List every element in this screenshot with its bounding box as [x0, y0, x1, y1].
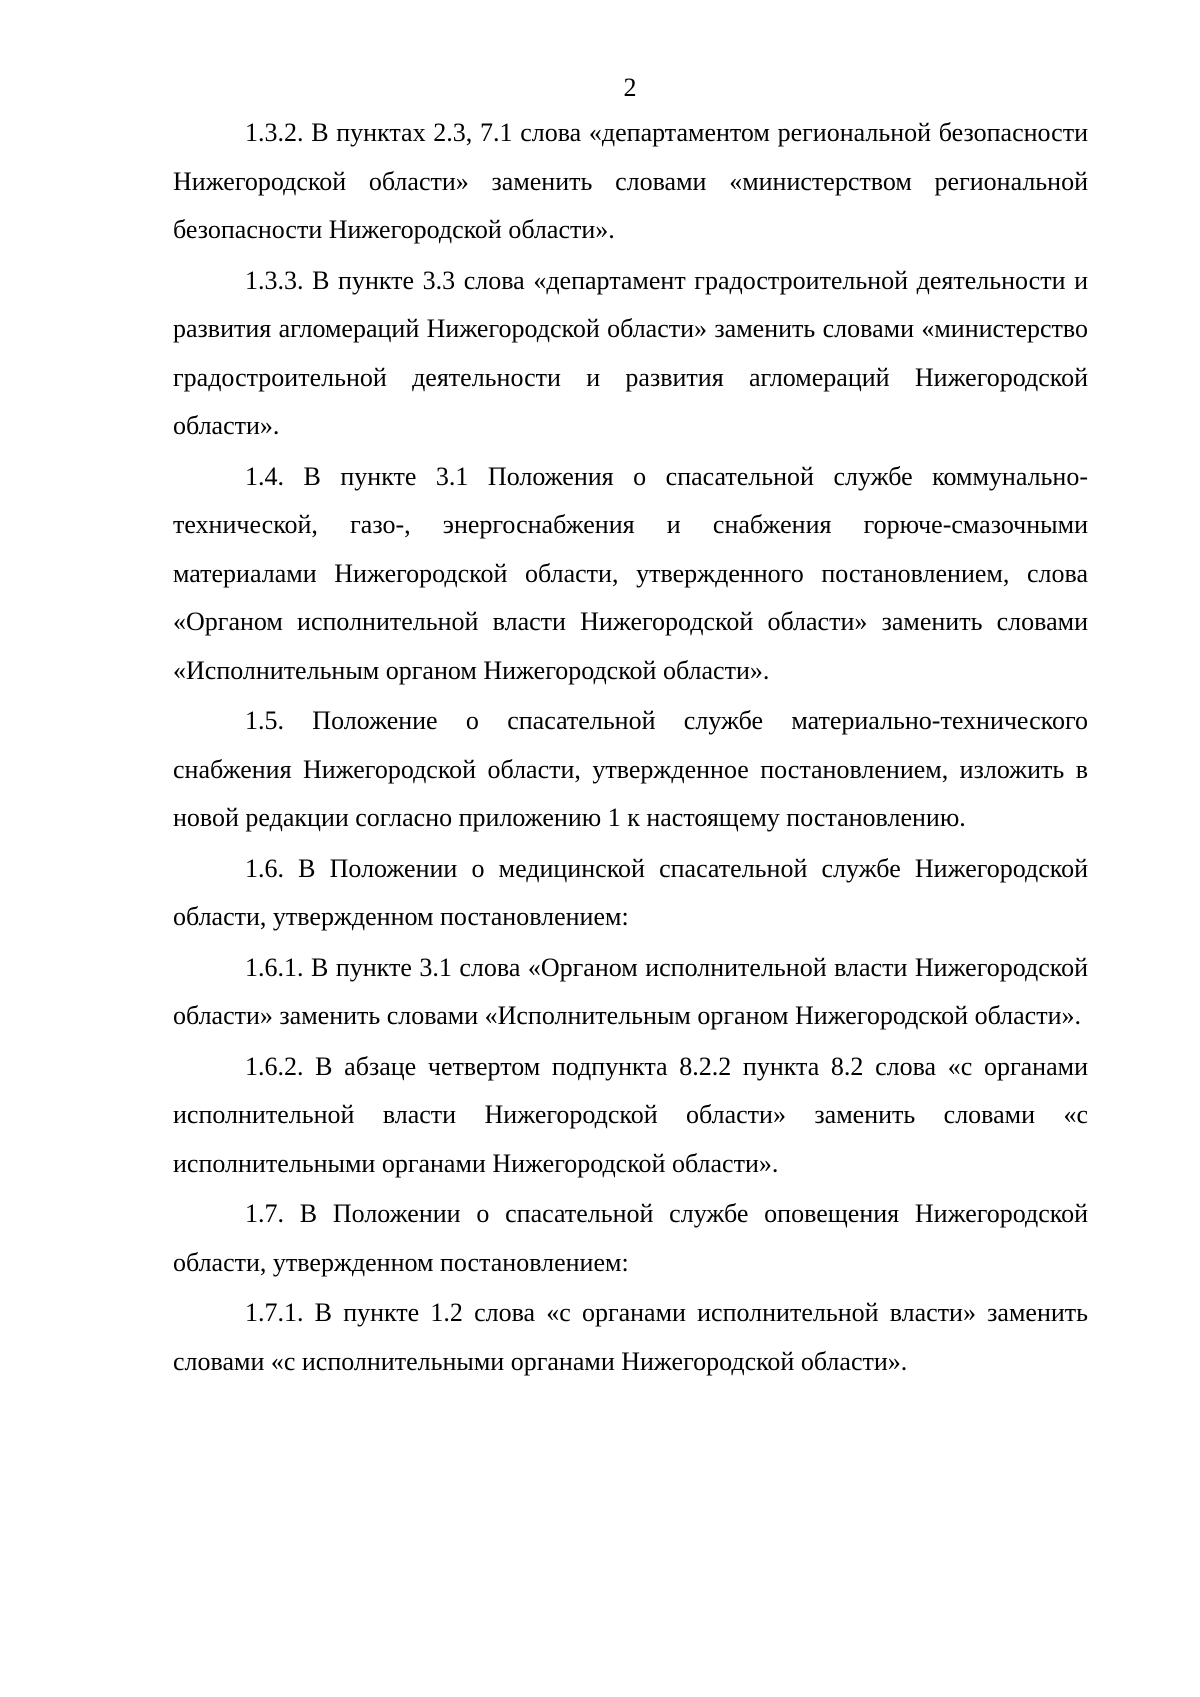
paragraph-1-6-2: 1.6.2. В абзаце четвертом подпункта 8.2.2 пункта 8.2 слова «с органами исполнительной власти Нижегородской области» заменить словами «с исполнительными органами Нижегородской области». [173, 1051, 1088, 1178]
document-body [173, 109, 1088, 1388]
paragraph-1-6: 1.6. В Положении о медицинской спасательной службе Нижегородской области, утвержденном постановлением: [173, 853, 1088, 931]
paragraph-1-4: 1.4. В пункте 3.1 Положения о спасательной службе коммунально-технической, газо-, энергоснабжения и снабжения горюче-смазочными материалами Нижегородской области, утвержденного постановлением, слова «Органом исполнительной власти Нижегородской области» заменить словами «Исполнительным органом Нижегородской области». [173, 461, 1088, 685]
paragraph-1-7-1: 1.7.1. В пункте 1.2 слова «с органами исполнительной власти» заменить словами «с исполнительными органами Нижегородской области». [173, 1298, 1088, 1376]
paragraph-1-6-1: 1.6.1. В пункте 3.1 слова «Органом исполнительной власти Нижегородской области» заменить словами «Исполнительным органом Нижегородской области». [173, 952, 1088, 1030]
paragraph-1-3-2: 1.3.2. В пунктах 2.3, 7.1 слова «департаментом региональной безопасности Нижегородской области» заменить словами «министерством региональной безопасности Нижегородской области». [173, 118, 1088, 244]
paragraph-1-5: 1.5. Положение о спасательной службе материально-технического снабжения Нижегородской области, утвержденное постановлением, изложить в новой редакции согласно приложению 1 к настоящему постановлению. [173, 706, 1088, 832]
page-number: 2 [623, 73, 637, 102]
paragraph-1-3-3: 1.3.3. В пункте 3.3 слова «департамент градостроительной деятельности и развития агломераций Нижегородской области» заменить словами «министерство градостроительной деятельности и развития агломераций Нижегородской области». [173, 265, 1088, 440]
paragraph-1-7: 1.7. В Положении о спасательной службе оповещения Нижегородской области, утвержденном постановлением: [173, 1199, 1088, 1277]
